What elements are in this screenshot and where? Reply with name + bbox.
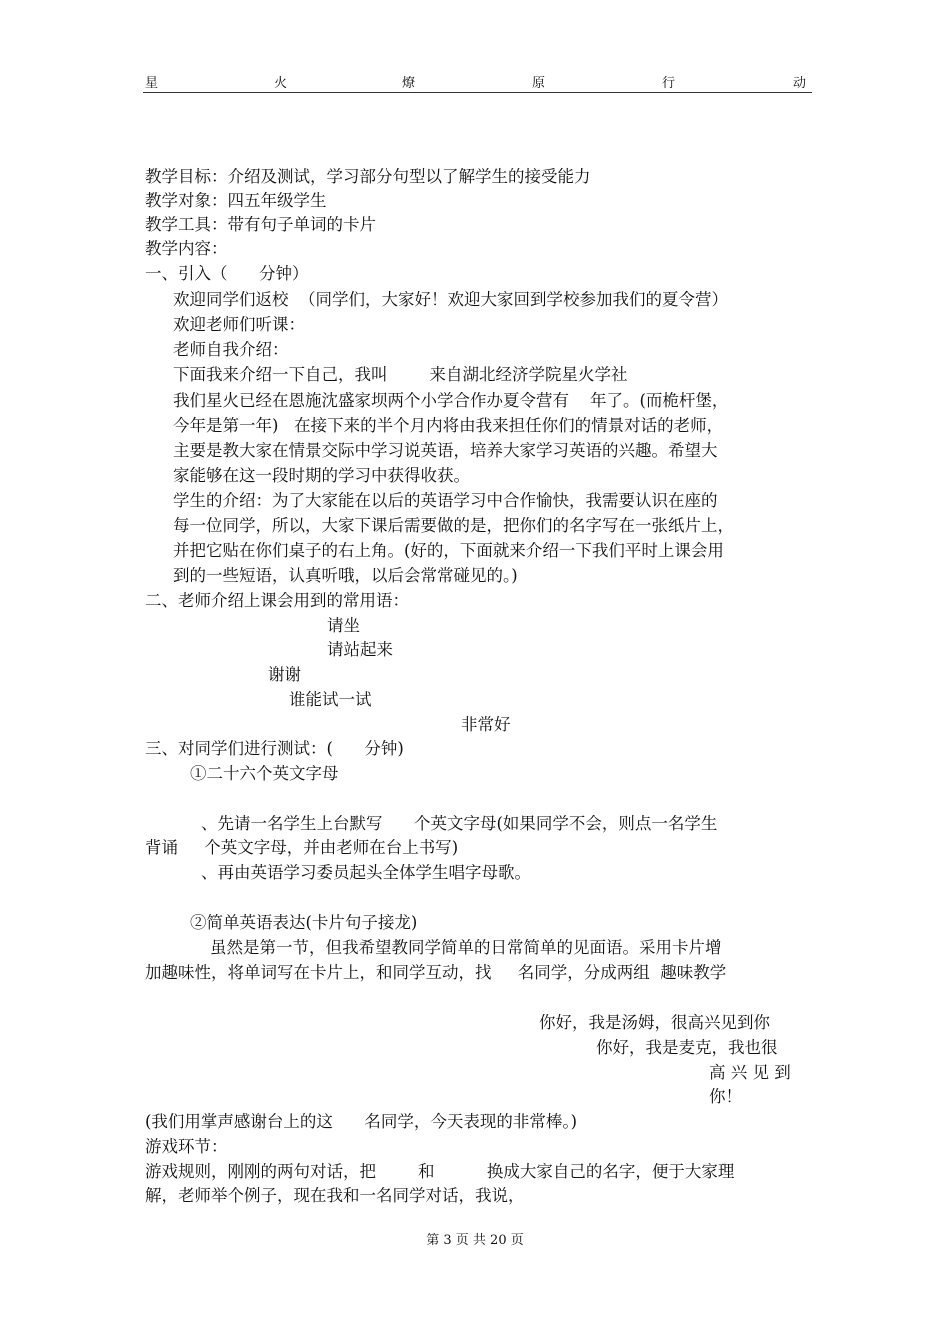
dialog-line: 你好，我是麦克，我也很 [596, 1038, 778, 1057]
section-2-title: 二、老师介绍上课会用到的常用语： [145, 591, 409, 610]
section-3-subtitle: ②简单英语表达(卡片句子接龙) [190, 913, 418, 932]
section-3-line: 、先请一名学生上台默写 个英文字母(如果同学不会，则点一名学生 [201, 814, 718, 833]
section-3-line: 虽然是第一节，但我希望教同学简单的日常简单的见面语。采用卡片增 [210, 938, 722, 957]
section-1-line: 今年是第一年) 在接下来的半个月内将由我来担任你们的情景对话的老师， [173, 416, 724, 435]
header-char: 动 [793, 76, 807, 91]
header-char: 火 [274, 76, 288, 91]
phrase-item: 请坐 [327, 616, 360, 635]
section-1-line: 主要是教大家在情景交际中学习说英语，培养大家学习英语的兴趣。希望大 [173, 441, 718, 460]
header-char: 星 [145, 76, 159, 91]
section-1-line: 老师自我介绍： [173, 340, 289, 359]
section-1-line: 到的一些短语，认真听哦，以后会常常碰见的。) [173, 566, 518, 585]
section-1-line: 欢迎同学们返校 （同学们，大家好！欢迎大家回到学校参加我们的夏令营） [173, 290, 728, 309]
phrase-item: 谁能试一试 [289, 690, 372, 709]
section-3-line: 背诵 个英文字母，并由老师在台上书写) [145, 838, 459, 857]
section-3-line: 、再由英语学习委员起头全体学生唱字母歌。 [201, 863, 531, 882]
header-char: 原 [532, 76, 546, 91]
teaching-content-title: 教学内容： [145, 239, 228, 258]
section-3-line: 加趣味性，将单词写在卡片上，和同学互动，找 名同学，分成两组 趣味教学 [145, 963, 727, 982]
phrase-item: 请站起来 [327, 640, 393, 659]
thanks-line: (我们用掌声感谢台上的这 名同学，今天表现的非常棒。) [145, 1112, 578, 1131]
dialog-line: 高 兴 见 到 [709, 1063, 791, 1082]
phrase-item: 谢谢 [268, 665, 301, 684]
page-footer: 第 3 页 共 20 页 [426, 1233, 524, 1248]
section-3-subtitle: ①二十六个英文字母 [190, 764, 339, 783]
dialog-line: 你！ [709, 1087, 742, 1106]
header-char: 行 [662, 76, 676, 91]
game-line: 游戏规则，刚刚的两句对话，把 和 换成大家自己的名字，便于大家理 [145, 1162, 735, 1181]
section-1-line: 并把它贴在你们桌子的右上角。(好的，下面就来介绍一下我们平时上课会用 [173, 541, 724, 560]
teaching-target: 教学对象：四五年级学生 [145, 191, 327, 210]
header-char: 燎 [402, 76, 416, 91]
section-1-title: 一、引入（ 分钟） [145, 264, 309, 283]
teaching-goal: 教学目标：介绍及测试，学习部分句型以了解学生的接受能力 [145, 167, 591, 186]
section-1-line: 我们星火已经在恩施沈盛家坝两个小学合作办夏令营有 年了。(而桅杆堡， [173, 391, 729, 410]
teaching-tools: 教学工具：带有句子单词的卡片 [145, 215, 376, 234]
phrase-item: 非常好 [461, 715, 511, 734]
section-1-line: 每一位同学，所以，大家下课后需要做的是，把你们的名字写在一张纸片上， [173, 516, 734, 535]
section-1-line: 学生的介绍：为了大家能在以后的英语学习中合作愉快，我需要认识在座的 [173, 491, 718, 510]
dialog-line: 你好，我是汤姆，很高兴见到你 [539, 1013, 770, 1032]
page-header [143, 70, 812, 93]
game-line: 解，老师举个例子，现在我和一名同学对话，我说， [145, 1186, 525, 1205]
game-title: 游戏环节： [145, 1137, 228, 1156]
section-1-line: 下面我来介绍一下自己，我叫 来自湖北经济学院星火学社 [173, 365, 628, 384]
section-1-line: 家能够在这一段时期的学习中获得收获。 [173, 466, 470, 485]
section-3-title: 三、对同学们进行测试：( 分钟) [145, 739, 404, 758]
section-1-line: 欢迎老师们听课： [173, 315, 305, 334]
